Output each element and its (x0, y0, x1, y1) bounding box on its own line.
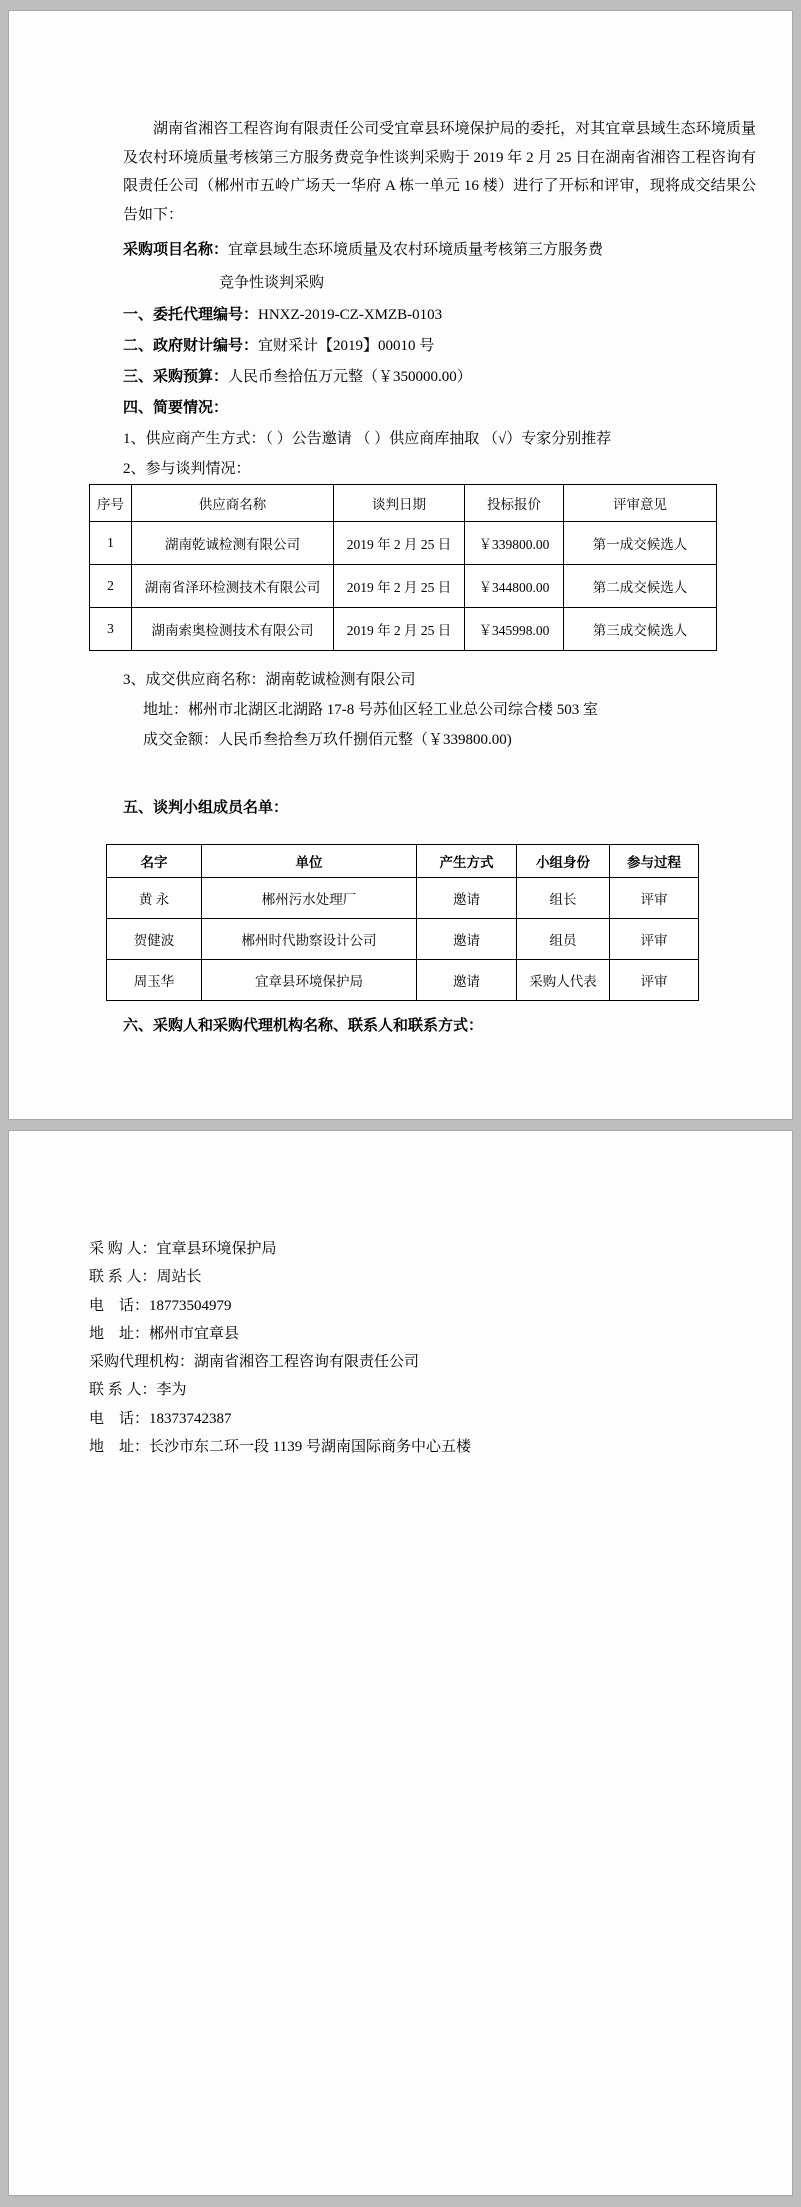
column-header-selection-method: 产生方式 (417, 845, 517, 878)
section-5-heading: 五、谈判小组成员名单： (123, 800, 289, 816)
winning-amount: 成交金额：人民币叁拾叁万玖仟捌佰元整（￥339800.00) (143, 732, 512, 748)
table-cell: 湖南索奥检测技术有限公司 (132, 608, 334, 651)
column-header-group-role: 小组身份 (517, 845, 610, 878)
column-header-name: 名字 (107, 845, 202, 878)
project-name-label: 采购项目名称： (123, 242, 229, 258)
table-cell: 采购人代表 (517, 960, 610, 1001)
agency-address-line: 地 址：长沙市东二环一段 1139 号湖南国际商务中心五楼 (89, 1439, 471, 1456)
winning-supplier-address: 地址：郴州市北湖区北湖路 17-8 号苏仙区轻工业总公司综合楼 503 室 (143, 702, 598, 718)
purchaser-contact-line: 联 系 人：周站长 (89, 1269, 202, 1286)
item-agency-code-label: 一、委托代理编号： (123, 307, 259, 323)
table-cell: 宜章县环境保护局 (202, 960, 417, 1001)
column-header-participation: 参与过程 (610, 845, 699, 878)
purchaser-line: 采 购 人：宜章县环境保护局 (89, 1241, 277, 1257)
table-cell: 评审 (610, 960, 699, 1001)
table-cell: 黄 永 (107, 878, 202, 919)
item-gov-filing-number (123, 331, 756, 362)
table-cell: 邀请 (417, 878, 517, 919)
item-agency-code (123, 300, 756, 331)
column-header-bid-price: 投标报价 (465, 485, 564, 522)
table-row (90, 522, 717, 565)
negotiation-table-header-row (90, 485, 717, 522)
agency-phone-line: 电 话：18373742387 (89, 1410, 232, 1427)
column-header-date: 谈判日期 (334, 485, 465, 522)
negotiation-participation-line: 2、参与谈判情况： (123, 461, 251, 477)
table-cell: 2019 年 2 月 25 日 (334, 608, 465, 651)
table-cell: 郴州时代勘察设计公司 (202, 919, 417, 960)
table-cell: ￥345998.00 (465, 608, 564, 651)
item-brief-situation-label: 四、简要情况： (123, 400, 229, 416)
column-header-review-opinion: 评审意见 (564, 485, 717, 522)
item-budget (123, 362, 756, 393)
table-cell: 1 (90, 522, 132, 565)
table-cell: 第二成交候选人 (564, 565, 717, 608)
table-row (107, 960, 699, 1001)
item-gov-filing-label: 二、政府财计编号： (123, 338, 259, 354)
table-row (90, 565, 717, 608)
item-budget-value: 人民币叁拾伍万元整（￥350000.00） (228, 369, 472, 385)
table-cell: 3 (90, 608, 132, 651)
section-6-heading: 六、采购人和采购代理机构名称、联系人和联系方式： (123, 1018, 484, 1034)
page-1-content (9, 11, 792, 1041)
table-cell: 邀请 (417, 919, 517, 960)
item-brief-situation (123, 393, 756, 424)
project-name-line (123, 234, 756, 267)
project-name-value-line2: 竞争性谈判采购 (219, 275, 325, 291)
table-cell: 评审 (610, 919, 699, 960)
table-cell: 2 (90, 565, 132, 608)
table-cell: 评审 (610, 878, 699, 919)
column-header-organization: 单位 (202, 845, 417, 878)
intro-paragraph: 湖南省湘咨工程咨询有限责任公司受宜章县环境保护局的委托，对其宜章县域生态环境质量及农村环境质量考核第三方服务费竞争性谈判采购于 2019 年 2 月 25 日在湖南省湘咨工程咨询有限责任公司（郴州市五岭广场天一华府 A 栋一单元 16 楼）进行了开标和评审，现将成交结果公告如下： (123, 121, 756, 223)
table-cell: 第一成交候选人 (564, 522, 717, 565)
table-cell: 湖南乾诚检测有限公司 (132, 522, 334, 565)
item-agency-code-value: HNXZ-2019-CZ-XMZB-0103 (258, 307, 443, 323)
page-2-content (9, 1131, 792, 1461)
agency-contact-line: 联 系 人：李为 (89, 1382, 187, 1399)
purchaser-address-line: 地 址：郴州市宜章县 (89, 1325, 240, 1342)
table-row (107, 878, 699, 919)
table-cell: 2019 年 2 月 25 日 (334, 565, 465, 608)
winning-supplier-block (123, 665, 756, 755)
item-budget-label: 三、采购预算： (123, 369, 229, 385)
table-cell: 贺健波 (107, 919, 202, 960)
item-gov-filing-value: 宜财采计【2019】00010 号 (258, 338, 435, 354)
table-cell: ￥339800.00 (465, 522, 564, 565)
table-cell: 组长 (517, 878, 610, 919)
document-page-1 (8, 10, 793, 1120)
table-cell: 2019 年 2 月 25 日 (334, 522, 465, 565)
purchaser-phone-line: 电 话：18773504979 (89, 1297, 232, 1314)
panel-table-header-row (107, 845, 699, 878)
table-cell: 组员 (517, 919, 610, 960)
table-cell: ￥344800.00 (465, 565, 564, 608)
agency-line: 采购代理机构：湖南省湘咨工程咨询有限责任公司 (89, 1354, 420, 1371)
table-cell: 湖南省泽环检测技术有限公司 (132, 565, 334, 608)
table-row (90, 608, 717, 651)
column-header-supplier: 供应商名称 (132, 485, 334, 522)
table-cell: 周玉华 (107, 960, 202, 1001)
table-cell: 邀请 (417, 960, 517, 1001)
table-row (107, 919, 699, 960)
column-header-seq: 序号 (90, 485, 132, 522)
winning-supplier-line: 3、成交供应商名称：湖南乾诚检测有限公司 (123, 672, 416, 688)
table-cell: 第三成交候选人 (564, 608, 717, 651)
table-cell: 郴州污水处理厂 (202, 878, 417, 919)
project-name-value: 宜章县域生态环境质量及农村环境质量考核第三方服务费 (228, 242, 604, 258)
supplier-source-line: 1、供应商产生方式：（ ）公告邀请 （ ）供应商库抽取 （√）专家分别推荐 (123, 431, 612, 447)
document-page-2 (8, 1130, 793, 2196)
negotiation-table (89, 484, 717, 651)
panel-members-table (106, 844, 699, 1001)
